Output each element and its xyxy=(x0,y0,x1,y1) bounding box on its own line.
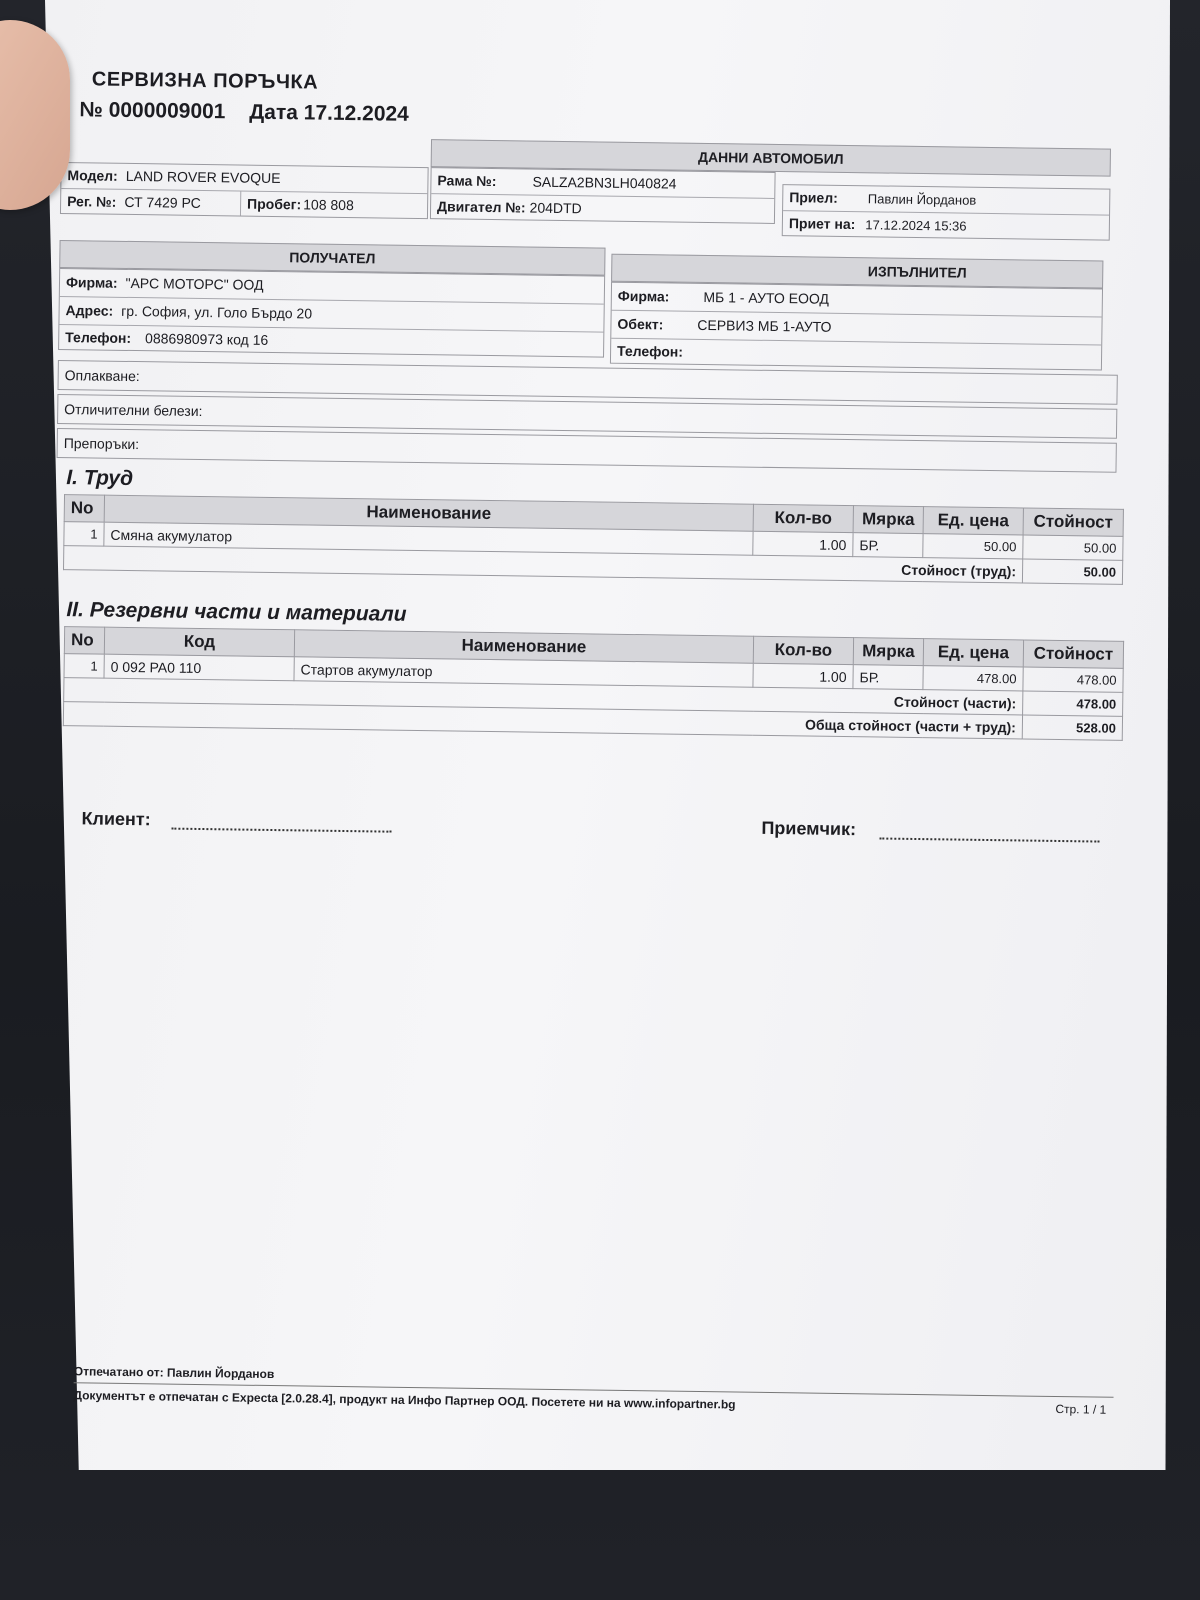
engine-label: Двигател №: xyxy=(436,198,526,216)
contractor-header: ИЗПЪЛНИТЕЛ xyxy=(611,254,1103,289)
received-on-label: Приет на: xyxy=(788,215,856,233)
page-number: Стр. 1 / 1 xyxy=(1055,1402,1107,1417)
parts-row-qty: 1.00 xyxy=(753,663,853,688)
parts-row-no: 1 xyxy=(64,654,104,679)
labor-col-no: No xyxy=(64,495,104,523)
order-number: № 0000009001 xyxy=(79,98,226,124)
model-label: Модел: xyxy=(67,167,118,184)
parts-col-total: Стойност xyxy=(1023,640,1123,668)
reg-cell xyxy=(61,189,241,216)
parts-subtotal-label: Стойност (части): xyxy=(64,678,1023,715)
recommendations-label: Препоръки: xyxy=(63,435,140,453)
parts-col-code: Код xyxy=(104,627,294,657)
contractor-firm-value: МБ 1 - АУТО ЕООД xyxy=(703,288,830,307)
recipient-box xyxy=(58,268,605,358)
reg-label: Рег. №: xyxy=(67,193,117,210)
printed-by: Отпечатано от: Павлин Йорданов xyxy=(73,1364,275,1382)
parts-col-name: Наименование xyxy=(294,630,753,663)
vin-value: SALZA2BN3LH040824 xyxy=(532,173,677,192)
labor-subtotal-value: 50.00 xyxy=(1022,559,1122,584)
mileage-cell xyxy=(241,192,360,218)
parts-section-title: II. Резервни части и материали xyxy=(66,598,407,626)
service-order-document xyxy=(43,68,1142,1463)
recipient-firm-value: "АРС МОТОРС" ООД xyxy=(125,274,264,293)
model-value: LAND ROVER EVOQUE xyxy=(125,167,281,187)
received-by-label: Приел: xyxy=(789,189,838,206)
recipient-address-value: гр. София, ул. Голо Бърдо 20 xyxy=(121,302,313,322)
labor-section-title: I. Труд xyxy=(66,466,134,491)
parts-row-total: 478.00 xyxy=(1023,667,1123,692)
received-by-value: Павлин Йорданов xyxy=(867,191,977,208)
engine-value: 204DTD xyxy=(529,199,582,217)
labor-col-price: Ед. цена xyxy=(923,507,1023,535)
order-number-date xyxy=(79,98,427,127)
software-note: Документът е отпечатан с Expecta [2.0.28.4], продукт на Инфо Партнер ООД. Посетете ни на www.infopartner.bg xyxy=(73,1388,736,1412)
received-on-row xyxy=(783,211,1109,242)
labor-row-price: 50.00 xyxy=(923,534,1023,559)
contractor-site-value: СЕРВИЗ МБ 1-АУТО xyxy=(697,316,832,335)
contractor-firm-label: Фирма: xyxy=(617,287,670,305)
complaint-label: Оплакване: xyxy=(64,367,140,385)
mileage-value: 108 808 xyxy=(303,196,354,214)
vehicle-vin-engine-box xyxy=(430,167,776,224)
order-date: Дата 17.12.2024 xyxy=(249,100,409,126)
vehicle-model-reg-box xyxy=(60,162,429,219)
receiver-signature-line xyxy=(879,837,1099,842)
labor-row-qty: 1.00 xyxy=(753,531,853,556)
labor-col-unit: Мярка xyxy=(853,506,923,534)
holding-finger xyxy=(0,20,70,210)
contractor-phone-row xyxy=(611,339,1101,372)
labor-col-total: Стойност xyxy=(1023,508,1123,536)
reg-value: СТ 7429 РС xyxy=(124,193,201,211)
parts-col-no: No xyxy=(64,627,104,655)
labor-table xyxy=(63,494,1124,585)
labor-row-unit: БР. xyxy=(853,533,923,558)
labor-col-qty: Кол-во xyxy=(753,504,853,532)
parts-col-price: Ед. цена xyxy=(923,639,1023,667)
recipient-phone-label: Телефон: xyxy=(65,329,132,346)
labor-row-name: Смяна акумулатор xyxy=(104,522,753,555)
contractor-site-label: Обект: xyxy=(617,315,664,333)
receiver-signature-label: Приемчик: xyxy=(761,817,857,840)
client-signature-label: Клиент: xyxy=(81,808,151,830)
vehicle-header: ДАННИ АВТОМОБИЛ xyxy=(431,139,1111,176)
labor-col-name: Наименование xyxy=(104,495,753,531)
distinctive-marks-label: Отличителни белези: xyxy=(64,401,203,419)
recipient-phone-value: 0886980973 код 16 xyxy=(144,330,269,348)
labor-row-no: 1 xyxy=(64,522,104,547)
vehicle-received-box xyxy=(782,184,1111,241)
parts-row-price: 478.00 xyxy=(923,666,1023,691)
grand-total-value: 528.00 xyxy=(1022,715,1122,740)
engine-row xyxy=(431,194,774,225)
recipient-firm-label: Фирма: xyxy=(65,274,118,291)
parts-table xyxy=(63,626,1124,741)
parts-col-unit: Мярка xyxy=(853,638,923,666)
recipient-header: ПОЛУЧАТЕЛ xyxy=(59,240,605,276)
contractor-box xyxy=(610,282,1103,371)
parts-row-unit: БР. xyxy=(853,665,923,690)
parts-subtotal-value: 478.00 xyxy=(1023,691,1123,716)
mileage-label: Пробег: xyxy=(247,195,302,213)
reg-mileage-row xyxy=(61,189,427,220)
parts-row-code: 0 092 PA0 110 xyxy=(104,654,294,681)
parts-row-name: Стартов акумулатор xyxy=(294,657,753,687)
received-on-value: 17.12.2024 15:36 xyxy=(865,217,967,234)
labor-subtotal-label: Стойност (труд): xyxy=(63,546,1022,583)
client-signature-line xyxy=(171,828,391,833)
vin-label: Рама №: xyxy=(437,172,497,190)
contractor-phone-label: Телефон: xyxy=(616,342,684,360)
labor-row-total: 50.00 xyxy=(1023,535,1123,560)
document-title: СЕРВИЗНА ПОРЪЧКА xyxy=(91,68,319,94)
grand-total-label: Обща стойност (части + труд): xyxy=(63,702,1022,739)
recipient-address-label: Адрес: xyxy=(65,302,114,319)
parts-col-qty: Кол-во xyxy=(753,636,853,664)
